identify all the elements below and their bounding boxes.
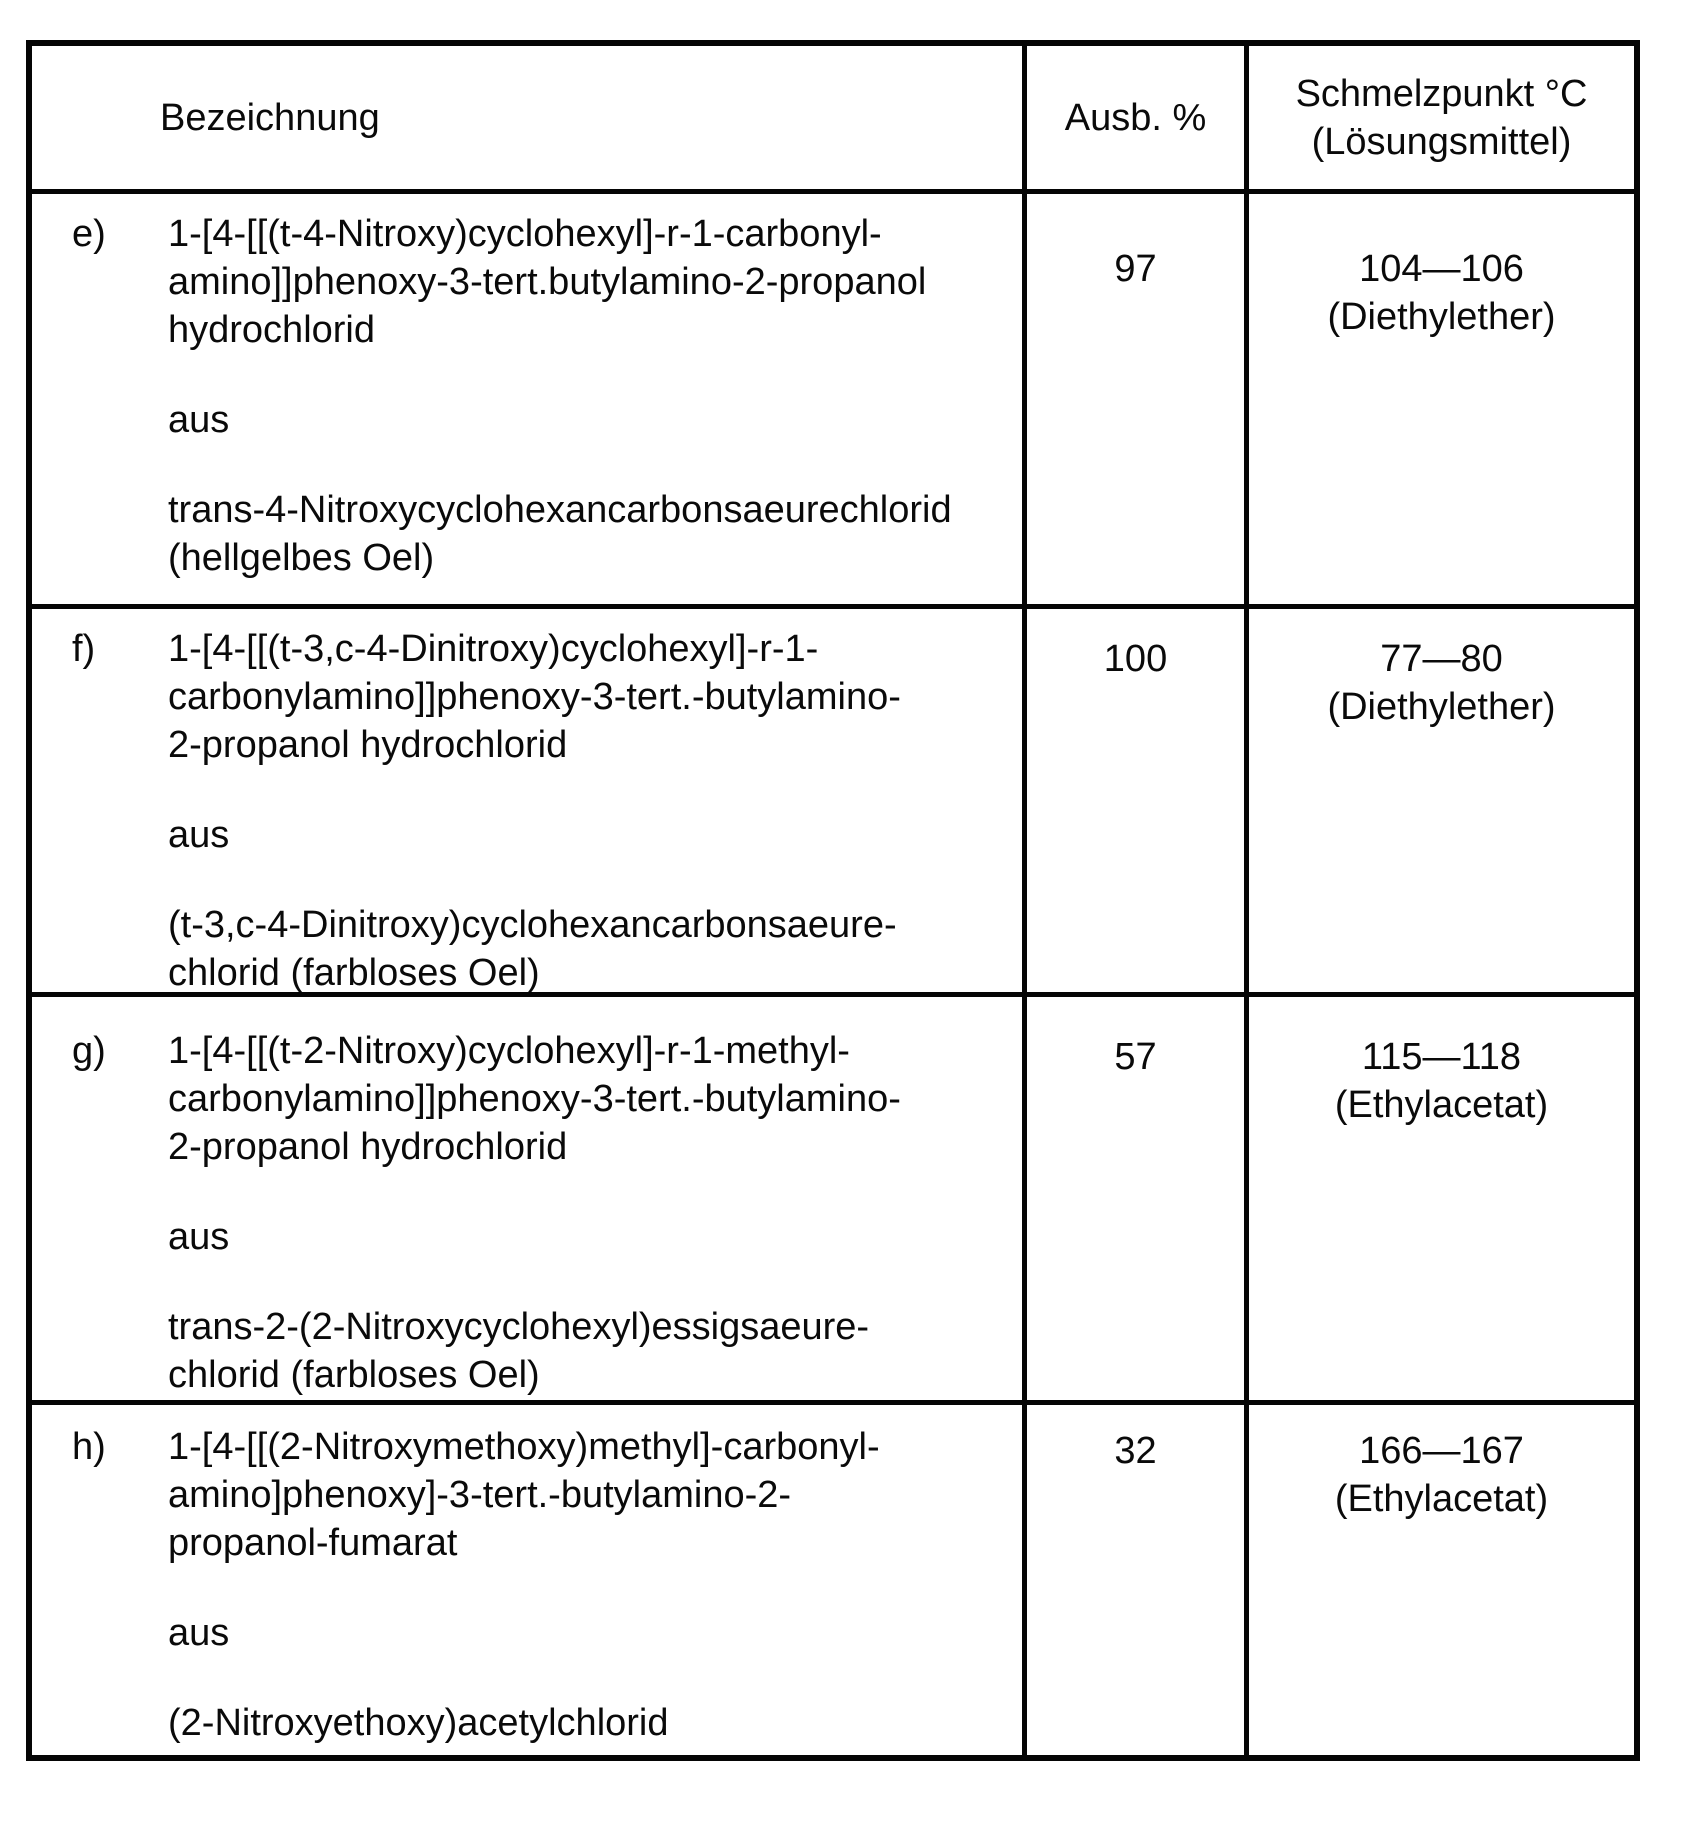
source-compound: (t-3,c-4-Dinitroxy)cyclohexancarbonsaeure- chlorid (farbloses Oel) <box>168 904 897 994</box>
table-row-g-bezeichnung <box>32 997 1027 1405</box>
yield-value: 100 <box>1103 638 1168 680</box>
table-row-e-bezeichnung <box>32 194 1027 609</box>
table-row-g-yield <box>1027 997 1249 1405</box>
compound-name: 1-[4-[[(2-Nitroxymethoxy)methyl]-carbonyl- amino]phenoxy]-3-tert.-butylamino-2- propanol-fumarat <box>168 1426 880 1564</box>
column-header-schmelzpunkt-label: Schmelzpunkt °C (Lösungsmittel) <box>1295 72 1588 163</box>
row-label: e) <box>72 213 106 255</box>
table-row-h-yield <box>1027 1405 1249 1755</box>
table-row-e-yield <box>1027 194 1249 609</box>
source-compound: (2-Nitroxyethoxy)acetylchlorid <box>168 1702 669 1744</box>
column-header-bezeichnung-label: Bezeichnung <box>160 96 380 139</box>
yield-value: 57 <box>1114 1036 1157 1078</box>
column-header-ausbeute <box>1027 46 1249 194</box>
compound-name: 1-[4-[[(t-4-Nitroxy)cyclohexyl]-r-1-carbonyl- amino]]phenoxy-3-tert.butylamino-2-propanol hydrochlorid <box>168 213 927 351</box>
table-row-h-melting-point <box>1249 1405 1634 1755</box>
row-compound-block <box>168 1423 1022 1755</box>
melting-point: 104—106 (Diethylether) <box>1327 248 1556 338</box>
melting-point: 77—80 (Diethylether) <box>1327 638 1556 728</box>
source-compound: trans-2-(2-Nitroxycyclohexyl)essigsaeure- chlorid (farbloses Oel) <box>168 1306 870 1396</box>
row-compound-block <box>168 1027 1022 1400</box>
column-header-ausbeute-label: Ausb. % <box>1064 96 1207 139</box>
row-label: h) <box>72 1426 106 1468</box>
table-row-e-melting-point <box>1249 194 1634 609</box>
table-row-g-melting-point <box>1249 997 1634 1405</box>
aus-word: aus <box>168 1612 230 1654</box>
yield-value: 32 <box>1114 1430 1157 1472</box>
table-row-f-yield <box>1027 609 1249 997</box>
table-row-h-bezeichnung <box>32 1405 1027 1755</box>
source-compound: trans-4-Nitroxycyclohexancarbonsaeurechlorid (hellgelbes Oel) <box>168 489 952 579</box>
row-label: f) <box>72 628 96 670</box>
compounds-table <box>26 40 1640 1761</box>
melting-point: 115—118 (Ethylacetat) <box>1334 1036 1549 1126</box>
row-label: g) <box>72 1030 106 1072</box>
table-row-f-melting-point <box>1249 609 1634 997</box>
compound-name: 1-[4-[[(t-3,c-4-Dinitroxy)cyclohexyl]-r-1- carbonylamino]]phenoxy-3-tert.-butylamino- 2-propanol hydrochlorid <box>168 628 901 766</box>
compound-name: 1-[4-[[(t-2-Nitroxy)cyclohexyl]-r-1-methyl- carbonylamino]]phenoxy-3-tert.-butylamino- 2-propanol hydrochlorid <box>168 1030 901 1168</box>
compounds-table-grid <box>32 46 1634 1755</box>
aus-word: aus <box>168 399 230 441</box>
row-compound-block <box>168 210 1022 604</box>
column-header-schmelzpunkt <box>1249 46 1634 194</box>
yield-value: 97 <box>1114 248 1157 290</box>
aus-word: aus <box>168 1216 230 1258</box>
column-header-bezeichnung <box>32 46 1027 194</box>
aus-word: aus <box>168 814 230 856</box>
melting-point: 166—167 (Ethylacetat) <box>1334 1430 1549 1520</box>
row-compound-block <box>168 625 1022 992</box>
table-row-f-bezeichnung <box>32 609 1027 997</box>
